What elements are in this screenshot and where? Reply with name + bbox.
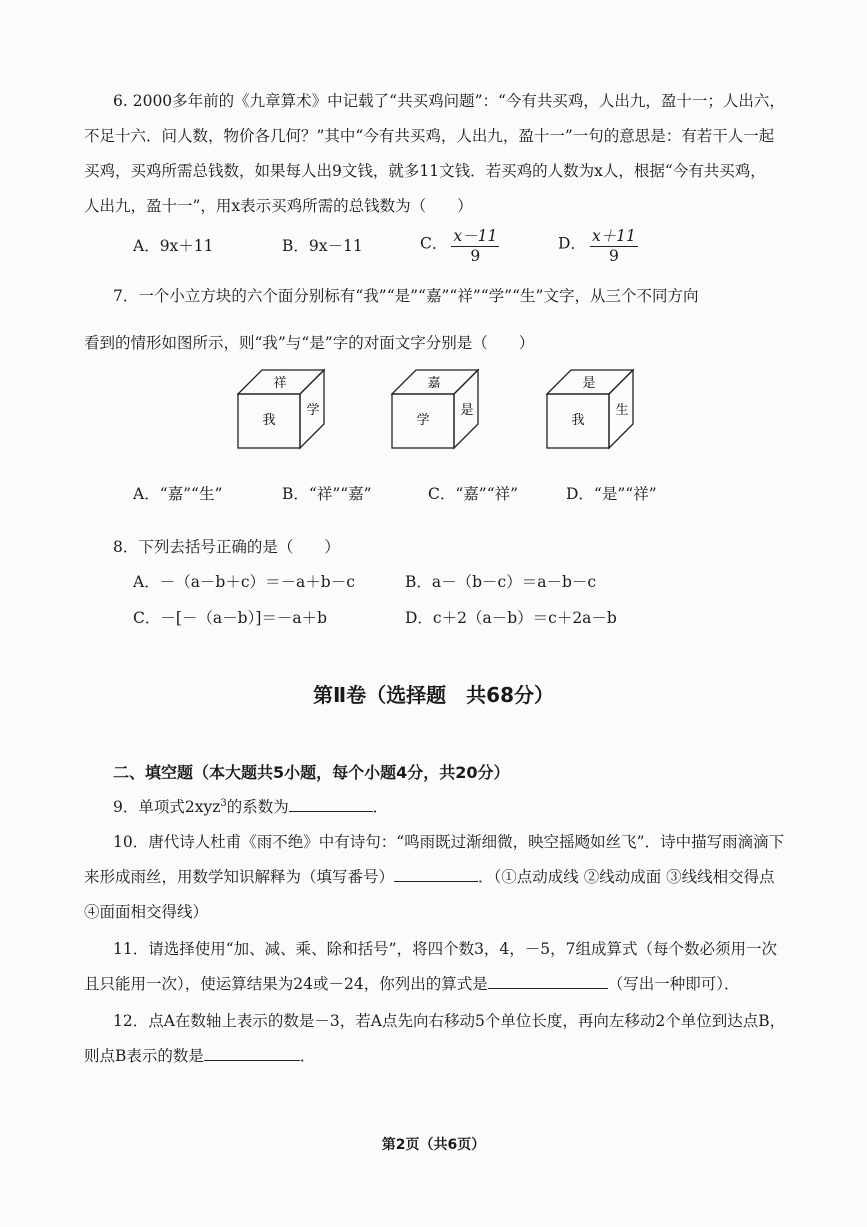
q11-answer-blank[interactable] [488,974,608,989]
q10-answer-blank[interactable] [394,867,478,882]
q10-line-2-text: 来形成雨丝，用数学知识解释为（填写番号） [84,868,395,886]
page-footer: 第2页（共6页） [381,1137,486,1153]
q6-line-1: 6. 2000多年前的《九章算术》中记载了“共买鸡问题”：“今有共买鸡，人出九，盈十一；人出六， [113,92,785,110]
q6-line-3: 买鸡，买鸡所需总钱数，如果每人出9文钱，就多11文钱．若买鸡的人数为x人，根据“今有共买鸡， [84,162,766,180]
q6-option-b: B．9x－11 [282,237,363,255]
q9-exponent: 3 [220,797,227,809]
q11-line-2 [84,972,739,994]
q6-option-c [420,224,499,265]
cube-1-front-face: 我 [262,413,276,428]
q8-option-b: B．a－（b－c）＝a－b－c [405,573,597,591]
q8-option-d: D．c＋2（a－b）＝c＋2a－b [405,609,617,627]
q7-line-2: 看到的情形如图所示，则“我”与“是”字的对面文字分别是（ ） [84,334,535,352]
q10-line-1: 10．唐代诗人杜甫《雨不绝》中有诗句：“鸣雨既过渐细微，映空摇飏如丝飞”．诗中描写雨滴滴下 [113,833,785,851]
q11-line-1: 11．请选择使用“加、减、乘、除和括号”，将四个数3，4，－5，7组成算式（每个数必须用一次 [113,940,778,958]
q6-option-d-label: D． [558,234,586,253]
q12-line-1: 12．点A在数轴上表示的数是－3，若A点先向右移动5个单位长度，再向左移动2个单位到达点B， [113,1012,786,1030]
cube-2-top-face: 嘉 [427,376,441,391]
cube-view-3 [545,368,637,452]
section-2-heading: 二、填空题（本大题共5小题，每个小题4分，共20分） [113,763,510,782]
question-9 [113,795,388,817]
q9-suffix: 的系数为 [226,798,289,816]
q7-option-b: B．“祥”“嘉” [282,485,372,503]
q11-line-2-end: （写出一种即可）． [607,975,740,993]
q6-option-c-numerator: x－11 [451,224,499,247]
q6-option-c-label: C． [420,234,448,253]
q6-option-c-fraction [451,224,499,265]
q7-line-1: 7．一个小立方块的六个面分别标有“我”“是”“嘉”“祥”“学”“生”文字，从三个不同方向 [113,287,699,305]
cube-3-top-face: 是 [582,376,596,391]
q6-option-c-denominator: 9 [470,247,481,265]
q7-option-c: C．“嘉”“祥” [428,485,519,503]
cube-view-1 [236,368,328,452]
cube-1-top-face: 祥 [273,376,287,391]
q7-option-a: A．“嘉”“生” [133,485,223,503]
q6-line-2: 不足十六．问人数，物价各几何？”其中“今有共买鸡，人出九，盈十一”一句的意思是：有若干人一起 [84,127,775,145]
cube-1-side-face: 学 [306,403,320,418]
q6-option-d-fraction [590,224,638,265]
q6-line-4: 人出九，盈十一”，用x表示买鸡所需的总钱数为（ ） [84,197,473,215]
q10-line-3: ④面面相交得线） [84,903,209,921]
q9-end: ． [372,798,389,816]
q6-option-d-numerator: x＋11 [590,224,638,247]
cube-2-front-face: 学 [416,413,430,428]
q12-line-2 [84,1044,315,1066]
q12-line-2-end: ． [299,1047,316,1065]
q12-answer-blank[interactable] [204,1046,300,1061]
q9-prefix: 9．单项式 [113,798,185,816]
q10-line-2 [84,865,775,887]
q9-answer-blank[interactable] [289,797,373,812]
q6-option-d-denominator: 9 [608,247,619,265]
q7-option-d: D．“是”“祥” [566,485,657,503]
q12-line-2-text: 则点B表示的数是 [84,1047,204,1065]
part-2-title: 第Ⅱ卷（选择题 共68分） [312,683,554,707]
cube-3-side-face: 生 [615,403,629,418]
q8-option-c: C．－[－（a－b）]＝－a＋b [133,609,328,627]
q6-option-d [558,224,638,265]
q8-stem: 8．下列去括号正确的是（ ） [113,538,340,556]
cube-2-side-face: 是 [460,403,474,418]
q10-line-2-options: ．（①点动成线 ②线动成面 ③线线相交得点 [478,868,775,886]
q9-monomial: 2xyz [184,798,221,816]
q11-line-2-text: 且只能用一次），使运算结果为24或－24，你列出的算式是 [84,975,488,993]
cube-3-front-face: 我 [571,413,585,428]
q8-option-a: A．－（a－b＋c）＝－a＋b－c [133,573,355,591]
cube-view-2 [390,368,482,452]
q6-option-a: A．9x＋11 [133,237,214,255]
